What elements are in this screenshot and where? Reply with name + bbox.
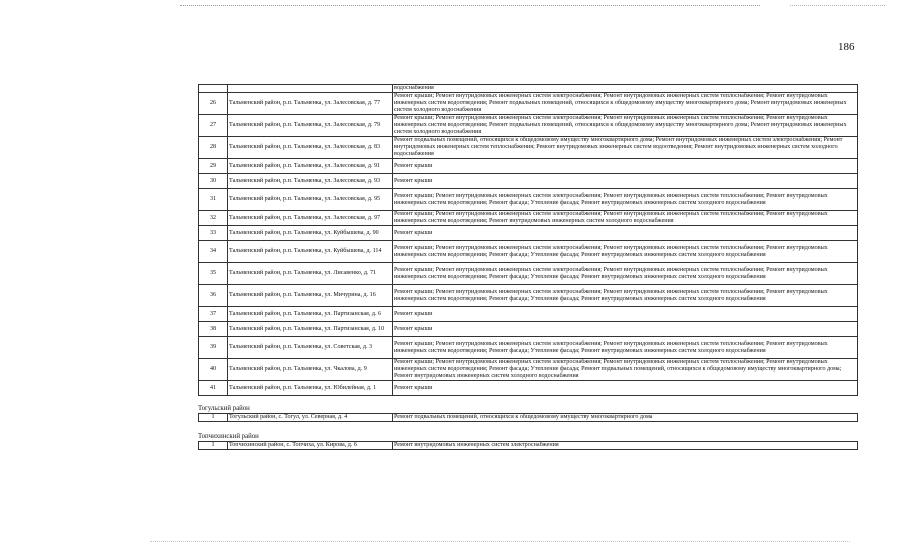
table-row (199, 359, 858, 381)
address-cell: Тальменский район, р.п. Тальменка, ул. Лисавенко, д. 71 (228, 263, 393, 285)
scan-artifact-top (180, 5, 760, 6)
table-row (199, 115, 858, 137)
works-cell: Ремонт внутридомовых инженерных систем электроснабжения (393, 442, 858, 450)
num-cell: 36 (199, 285, 228, 307)
address-cell: Тальменский район, р.п. Тальменка, ул. Партизанская, д. 6 (228, 307, 393, 322)
works-cell: водоснабжения (393, 85, 858, 93)
num-cell: 30 (199, 174, 228, 189)
num-cell: 32 (199, 211, 228, 226)
topchikha-table (198, 441, 858, 450)
works-cell: Ремонт крыши; Ремонт внутридомовых инженерных систем электроснабжения; Ремонт внутридомовых инженерных систем теплоснабжения; Ремонт внутридомовых инженерных систем водоотведения; Ремонт фасада; Утепление фасада; Ремонт подвальных помещений, относящихся к общедомовому имуществу многоквартирного дома; Ремонт внутридомовых инженерных систем холодного водоснабжения (393, 359, 858, 381)
num-cell: 40 (199, 359, 228, 381)
num-cell: 33 (199, 226, 228, 241)
address-cell: Тальменский район, р.п. Тальменка, ул. Куйбышева, д. 114 (228, 241, 393, 263)
num-cell (199, 85, 228, 93)
works-cell: Ремонт крыши; Ремонт внутридомовых инженерных систем электроснабжения; Ремонт внутридомовых инженерных систем теплоснабжения; Ремонт внутридомовых инженерных систем водоотведения; Ремонт фасада; Утепление фасада; Ремонт внутридомовых инженерных систем холодного водоснабжения (393, 241, 858, 263)
address-cell: Тальменский район, р.п. Тальменка, ул. Юбилейная, д. 1 (228, 381, 393, 396)
works-cell: Ремонт крыши (393, 307, 858, 322)
table-row (199, 93, 858, 115)
table-row (199, 226, 858, 241)
works-cell: Ремонт крыши (393, 381, 858, 396)
num-cell: 27 (199, 115, 228, 137)
address-cell: Тальменский район, р.п. Тальменка, ул. Мичурина, д. 16 (228, 285, 393, 307)
togul-table (198, 413, 858, 422)
table-row (199, 211, 858, 226)
main-rows (199, 93, 858, 396)
scan-artifact-bottom (150, 541, 850, 542)
address-cell: Тальменский район, р.п. Тальменка, ул. Залесовская, д. 77 (228, 93, 393, 115)
num-cell: 1 (199, 442, 228, 450)
address-cell: Тальменский район, р.п. Тальменка, ул. Партизанская, д. 10 (228, 322, 393, 337)
works-cell: Ремонт крыши; Ремонт внутридомовых инженерных систем электроснабжения; Ремонт внутридомовых инженерных систем теплоснабжения; Ремонт внутридомовых инженерных систем водоотведения; Ремонт фасада; Утепление фасада; Ремонт внутридомовых инженерных систем холодного водоснабжения (393, 263, 858, 285)
address-cell: Топчихинский район, с. Топчиха, ул. Кирова, д. 6 (228, 442, 393, 450)
address-cell: Тогульский район, с. Тогул, ул. Северная, д. 4 (228, 414, 393, 422)
works-cell: Ремонт подвальных помещений, относящихся к общедомовому имуществу многоквартирного дома; Ремонт внутридомовых инженерных систем электроснабжения; Ремонт внутридомовых инженерных систем теплоснабжения; Ремонт внутридомовых инженерных систем водоотведения; Ремонт внутридомовых инженерных систем холодного водоснабжения (393, 137, 858, 159)
address-cell: Тальменский район, р.п. Тальменка, ул. Куйбышева, д. 90 (228, 226, 393, 241)
num-cell: 1 (199, 414, 228, 422)
works-cell: Ремонт крыши (393, 322, 858, 337)
num-cell: 26 (199, 93, 228, 115)
works-cell: Ремонт крыши (393, 159, 858, 174)
works-cell: Ремонт крыши (393, 226, 858, 241)
works-cell: Ремонт крыши; Ремонт внутридомовых инженерных систем электроснабжения; Ремонт внутридомовых инженерных систем теплоснабжения; Ремонт внутридомовых инженерных систем водоотведения; Ремонт подвальных помещений, относящихся к общедомовому имуществу многоквартирного дома; Ремонт внутридомовых инженерных систем холодного водоснабжения (393, 115, 858, 137)
works-cell: Ремонт крыши; Ремонт внутридомовых инженерных систем электроснабжения; Ремонт внутридомовых инженерных систем теплоснабжения; Ремонт внутридомовых инженерных систем водоотведения; Ремонт фасада; Утепление фасада; Ремонт внутридомовых инженерных систем холодного водоснабжения (393, 337, 858, 359)
address-cell: Тальменский район, р.п. Тальменка, ул. Залесовская, д. 79 (228, 115, 393, 137)
works-cell: Ремонт подвальных помещений, относящихся к общедомовому имуществу многоквартирного дома (393, 414, 858, 422)
table-row (199, 414, 858, 422)
address-cell: Тальменский район, р.п. Тальменка, ул. Залесовская, д. 95 (228, 189, 393, 211)
address-cell (228, 85, 393, 93)
works-table (198, 84, 858, 396)
address-cell: Тальменский район, р.п. Тальменка, ул. Советская, д. 3 (228, 337, 393, 359)
num-cell: 37 (199, 307, 228, 322)
table-row (199, 442, 858, 450)
table-row (199, 174, 858, 189)
table-row (199, 189, 858, 211)
works-cell: Ремонт крыши; Ремонт внутридомовых инженерных систем электроснабжения; Ремонт внутридомовых инженерных систем теплоснабжения; Ремонт внутридомовых инженерных систем водоотведения; Ремонт фасада; Утепление фасада; Ремонт внутридомовых инженерных систем холодного водоснабжения (393, 285, 858, 307)
table-row (199, 137, 858, 159)
section-title-topchikha: Топчихинский район (198, 433, 259, 440)
page-number: 186 (838, 41, 855, 53)
num-cell: 28 (199, 137, 228, 159)
works-cell: Ремонт крыши (393, 174, 858, 189)
num-cell: 38 (199, 322, 228, 337)
works-cell: Ремонт крыши; Ремонт внутридомовых инженерных систем электроснабжения; Ремонт внутридомовых инженерных систем теплоснабжения; Ремонт внутридомовых инженерных систем водоотведения; Ремонт фасада; Утепление фасада; Ремонт внутридомовых инженерных систем холодного водоснабжения (393, 189, 858, 211)
num-cell: 39 (199, 337, 228, 359)
scan-artifact-top-right (790, 5, 885, 6)
num-cell: 29 (199, 159, 228, 174)
table-row (199, 337, 858, 359)
address-cell: Тальменский район, р.п. Тальменка, ул. Залесовская, д. 97 (228, 211, 393, 226)
table-row (199, 381, 858, 396)
table-row (199, 322, 858, 337)
address-cell: Тальменский район, р.п. Тальменка, ул. Чкалова, д. 9 (228, 359, 393, 381)
address-cell: Тальменский район, р.п. Тальменка, ул. Залесовская, д. 93 (228, 174, 393, 189)
table-row (199, 241, 858, 263)
address-cell: Тальменский район, р.п. Тальменка, ул. Залесовская, д. 91 (228, 159, 393, 174)
section-title-togul: Тогульский район (198, 405, 250, 412)
works-cell: Ремонт крыши; Ремонт внутридомовых инженерных систем электроснабжения; Ремонт внутридомовых инженерных систем теплоснабжения; Ремонт внутридомовых инженерных систем водоотведения; Ремонт подвальных помещений, относящихся к общедомовому имуществу многоквартирного дома; Ремонт внутридомовых инженерных систем холодного водоснабжения (393, 93, 858, 115)
num-cell: 41 (199, 381, 228, 396)
num-cell: 34 (199, 241, 228, 263)
works-cell: Ремонт крыши; Ремонт внутридомовых инженерных систем электроснабжения; Ремонт внутридомовых инженерных систем теплоснабжения; Ремонт внутридомовых инженерных систем водоотведения; Ремонт внутридомовых инженерных систем холодного водоснабжения (393, 211, 858, 226)
address-cell: Тальменский район, р.п. Тальменка, ул. Залесовская, д. 83 (228, 137, 393, 159)
table-row-continuation (199, 85, 858, 93)
num-cell: 31 (199, 189, 228, 211)
table-row (199, 159, 858, 174)
table-row (199, 263, 858, 285)
table-row (199, 307, 858, 322)
num-cell: 35 (199, 263, 228, 285)
document-body (198, 84, 858, 450)
table-row (199, 285, 858, 307)
